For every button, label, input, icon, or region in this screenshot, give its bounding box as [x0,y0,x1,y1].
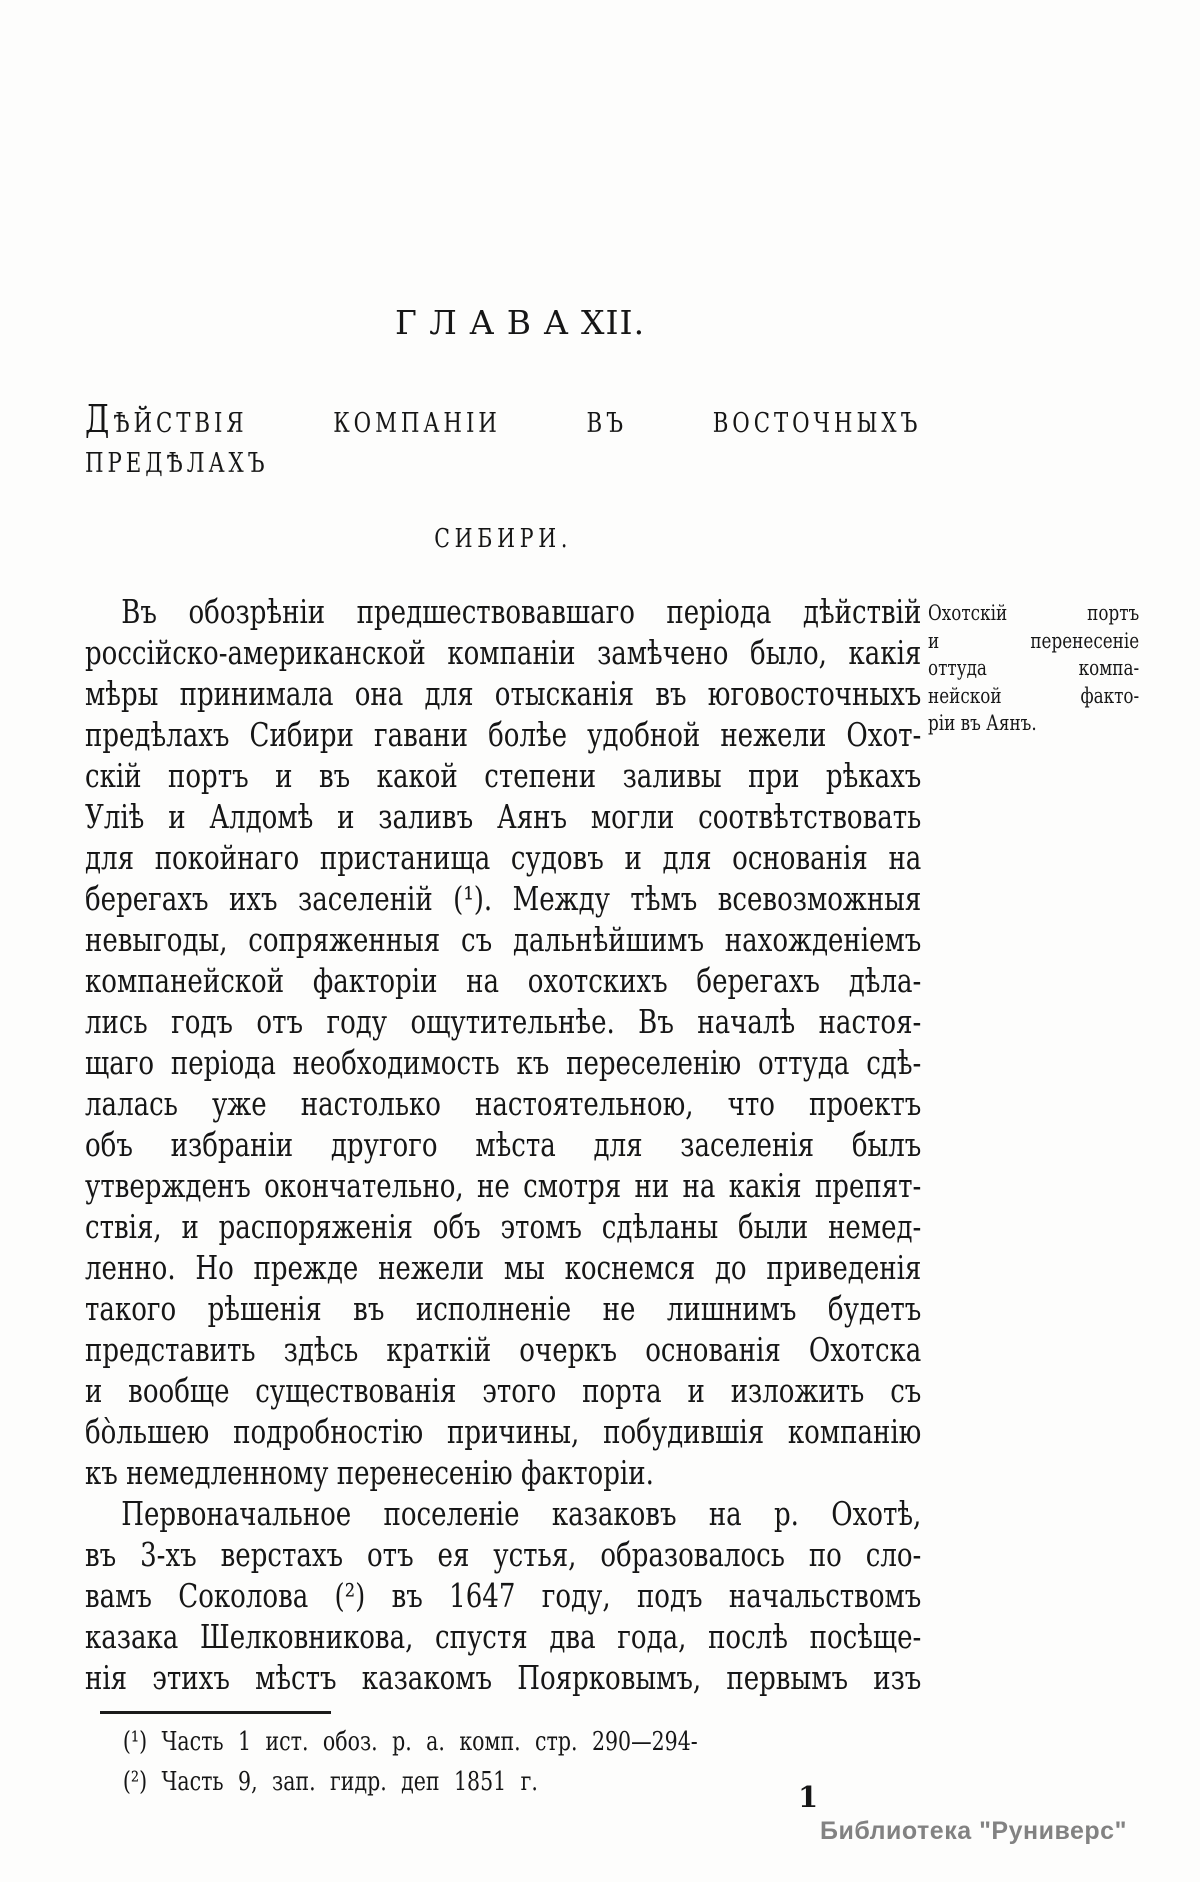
margin-note-line: нейской факто- [928,683,1140,708]
body-line: бо̀льшею подробностію причины, побудившія компанію [85,1412,922,1451]
margin-note [928,600,1139,738]
body-line: Первоначальное поселеніе казаковъ на р. Охотѣ, [121,1494,922,1533]
body-line: Въ обозрѣніи предшествовавшаго періода дѣйствій [121,592,922,631]
library-watermark: Библиотека "Руниверс" [820,1817,1127,1845]
chapter-title: Г Л А В А XII. [394,303,646,342]
chapter-subtitle-block [85,399,921,556]
body-line: вамъ Соколова (²) въ 1647 году, подъ начальствомъ [85,1576,922,1615]
body-line: представить здѣсь краткій очеркъ основанія Охотска [85,1330,922,1369]
body-line: лалась уже настолько настоятельною, что проектъ [85,1084,922,1123]
footnote-separator-rule [100,1711,331,1714]
body-line: ленно. Но прежде нежели мы коснемся до приведенія [85,1248,922,1287]
body-text [85,591,921,1698]
body-line: Уліѣ и Алдомѣ и заливъ Аянъ могли соотвѣтствовать [85,797,922,836]
body-line: къ немедленному перенесенію факторіи. [85,1453,654,1492]
footnote-line: (¹) Часть 1 ист. обоз. р. а. комп. стр. 290—294- [122,1727,698,1757]
body-line: казака Шелковникова, спустя два года, послѣ посѣще- [85,1617,922,1656]
body-line: для покойнаго пристанища судовъ и для основанія на [85,838,922,877]
margin-note-line: Охотскій портъ [928,601,1140,625]
body-line: щаго періода необходимость къ переселенію оттуда сдѣ- [85,1043,922,1082]
body-line: берегахъ ихъ заселеній (¹). Между тѣмъ всевозможныя [85,879,922,918]
body-line: предѣлахъ Сибири гавани болѣе удобной нежели Охот- [85,715,922,754]
body-line: скій портъ и въ какой степени заливы при рѣкахъ [85,756,922,795]
chapter-subtitle-line2: СИБИРИ. [434,524,573,554]
body-line: россійско-американской компаніи замѣчено было, какія [85,633,922,672]
page-number: 1 [798,1780,819,1814]
margin-note-line: ріи въ Аянъ. [928,711,1037,735]
body-line: нія этихъ мѣстъ казакомъ Поярковымъ, первымъ изъ [85,1658,922,1697]
body-line: въ 3-хъ верстахъ отъ ея устья, образовалось по сло- [85,1535,922,1574]
body-line: лись годъ отъ году ощутительнѣе. Въ началѣ настоя- [85,1002,922,1041]
body-line: невыгоды, сопряженныя съ дальнѣйшимъ нахожденіемъ [85,920,922,959]
footnotes [85,1722,921,1802]
body-line: ствія, и распоряженія объ этомъ сдѣланы были немед- [85,1207,922,1246]
margin-note-line: и перенесеніе [928,628,1140,653]
body-line: компанейской факторіи на охотскихъ берегахъ дѣла- [85,961,922,1000]
body-line: утвержденъ окончательно, не смотря ни на какія препят- [85,1166,922,1205]
body-line: мѣры принимала она для отысканія въ юговосточныхъ [85,674,922,713]
margin-note-line: оттуда компа- [928,656,1140,680]
body-line: такого рѣшенія въ исполненіе не лишнимъ будетъ [85,1289,922,1328]
body-line: объ избраніи другого мѣста для заселенія былъ [85,1125,922,1164]
footnote-line: (²) Часть 9, зап. гидр. деп 1851 г. [122,1767,538,1797]
body-line: и вообще существованія этого порта и изложить съ [85,1371,922,1410]
chapter-subtitle-line1: ДѢЙСТВІЯ КОМПАНІИ ВЪ ВОСТОЧНЫХЪ ПРЕДѢЛАХЪ [85,397,922,479]
